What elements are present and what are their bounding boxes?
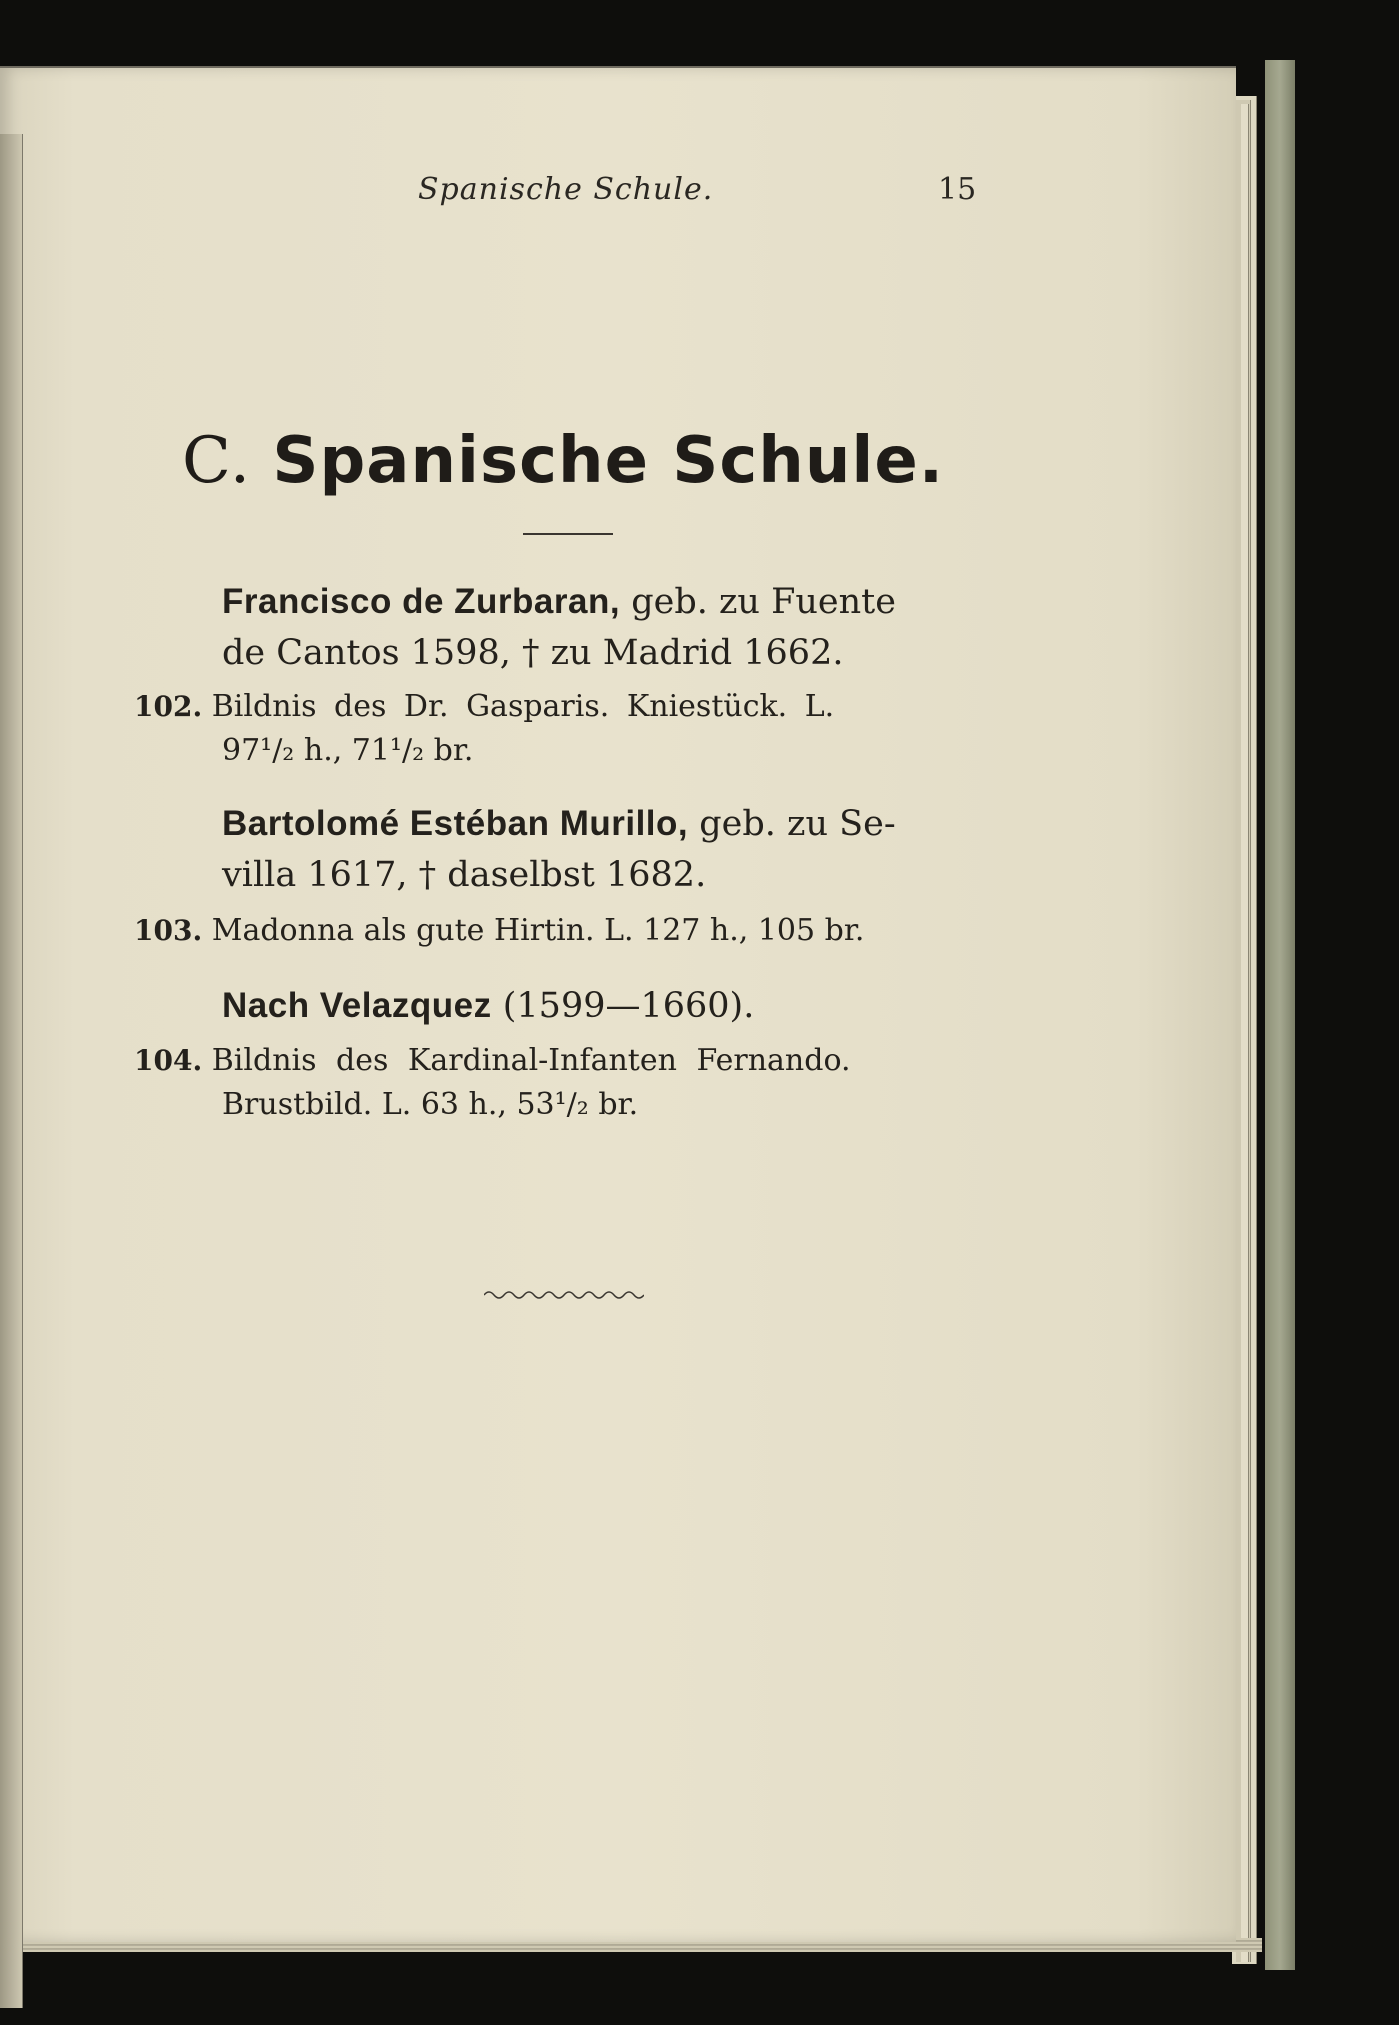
artist-name: Nach Velazquez [222, 986, 492, 1025]
book-page [0, 66, 1236, 1942]
section-divider [523, 533, 613, 535]
catalog-number: 102. [134, 690, 203, 723]
book-spine [0, 134, 23, 2008]
work-description: Bildnis des Kardinal-Infanten Fernando. [211, 1043, 851, 1078]
end-ornament [484, 1288, 644, 1302]
catalog-number: 104. [134, 1044, 203, 1077]
artist-line [222, 584, 896, 620]
work-description: Bildnis des Dr. Gasparis. Kniestück. L. [211, 689, 835, 724]
artist-bio-continued: villa 1617, † daselbst 1682. [222, 855, 707, 895]
page-header [0, 172, 1236, 212]
section-prefix: C. [182, 424, 252, 498]
work-item [134, 689, 835, 724]
work-description: Madonna als gute Hirtin. L. 127 h., 105 br. [211, 913, 865, 948]
artist-name: Bartolomé Estéban Murillo, [222, 804, 689, 843]
running-head: Spanische Schule. [418, 172, 714, 207]
artist-line [222, 806, 896, 842]
artist-line [222, 988, 754, 1024]
work-dimensions: 97¹/₂ h., 71¹/₂ br. [222, 733, 474, 768]
artist-bio: (1599—1660). [502, 986, 755, 1026]
artist-bio: geb. zu Se- [699, 804, 896, 844]
section-title-text: Spanische Schule. [272, 424, 945, 498]
section-title [182, 424, 944, 498]
artist-bio-continued: de Cantos 1598, † zu Madrid 1662. [222, 633, 844, 673]
work-item [134, 1043, 851, 1078]
book-cover-edge [1265, 60, 1295, 1970]
artist-bio: geb. zu Fuente [631, 582, 896, 622]
work-item [134, 913, 865, 948]
catalog-number: 103. [134, 914, 203, 947]
page-number: 15 [938, 172, 977, 207]
work-dimensions: Brustbild. L. 63 h., 53¹/₂ br. [222, 1087, 639, 1122]
artist-name: Francisco de Zurbaran, [222, 582, 621, 621]
page-edge [1241, 104, 1249, 1962]
